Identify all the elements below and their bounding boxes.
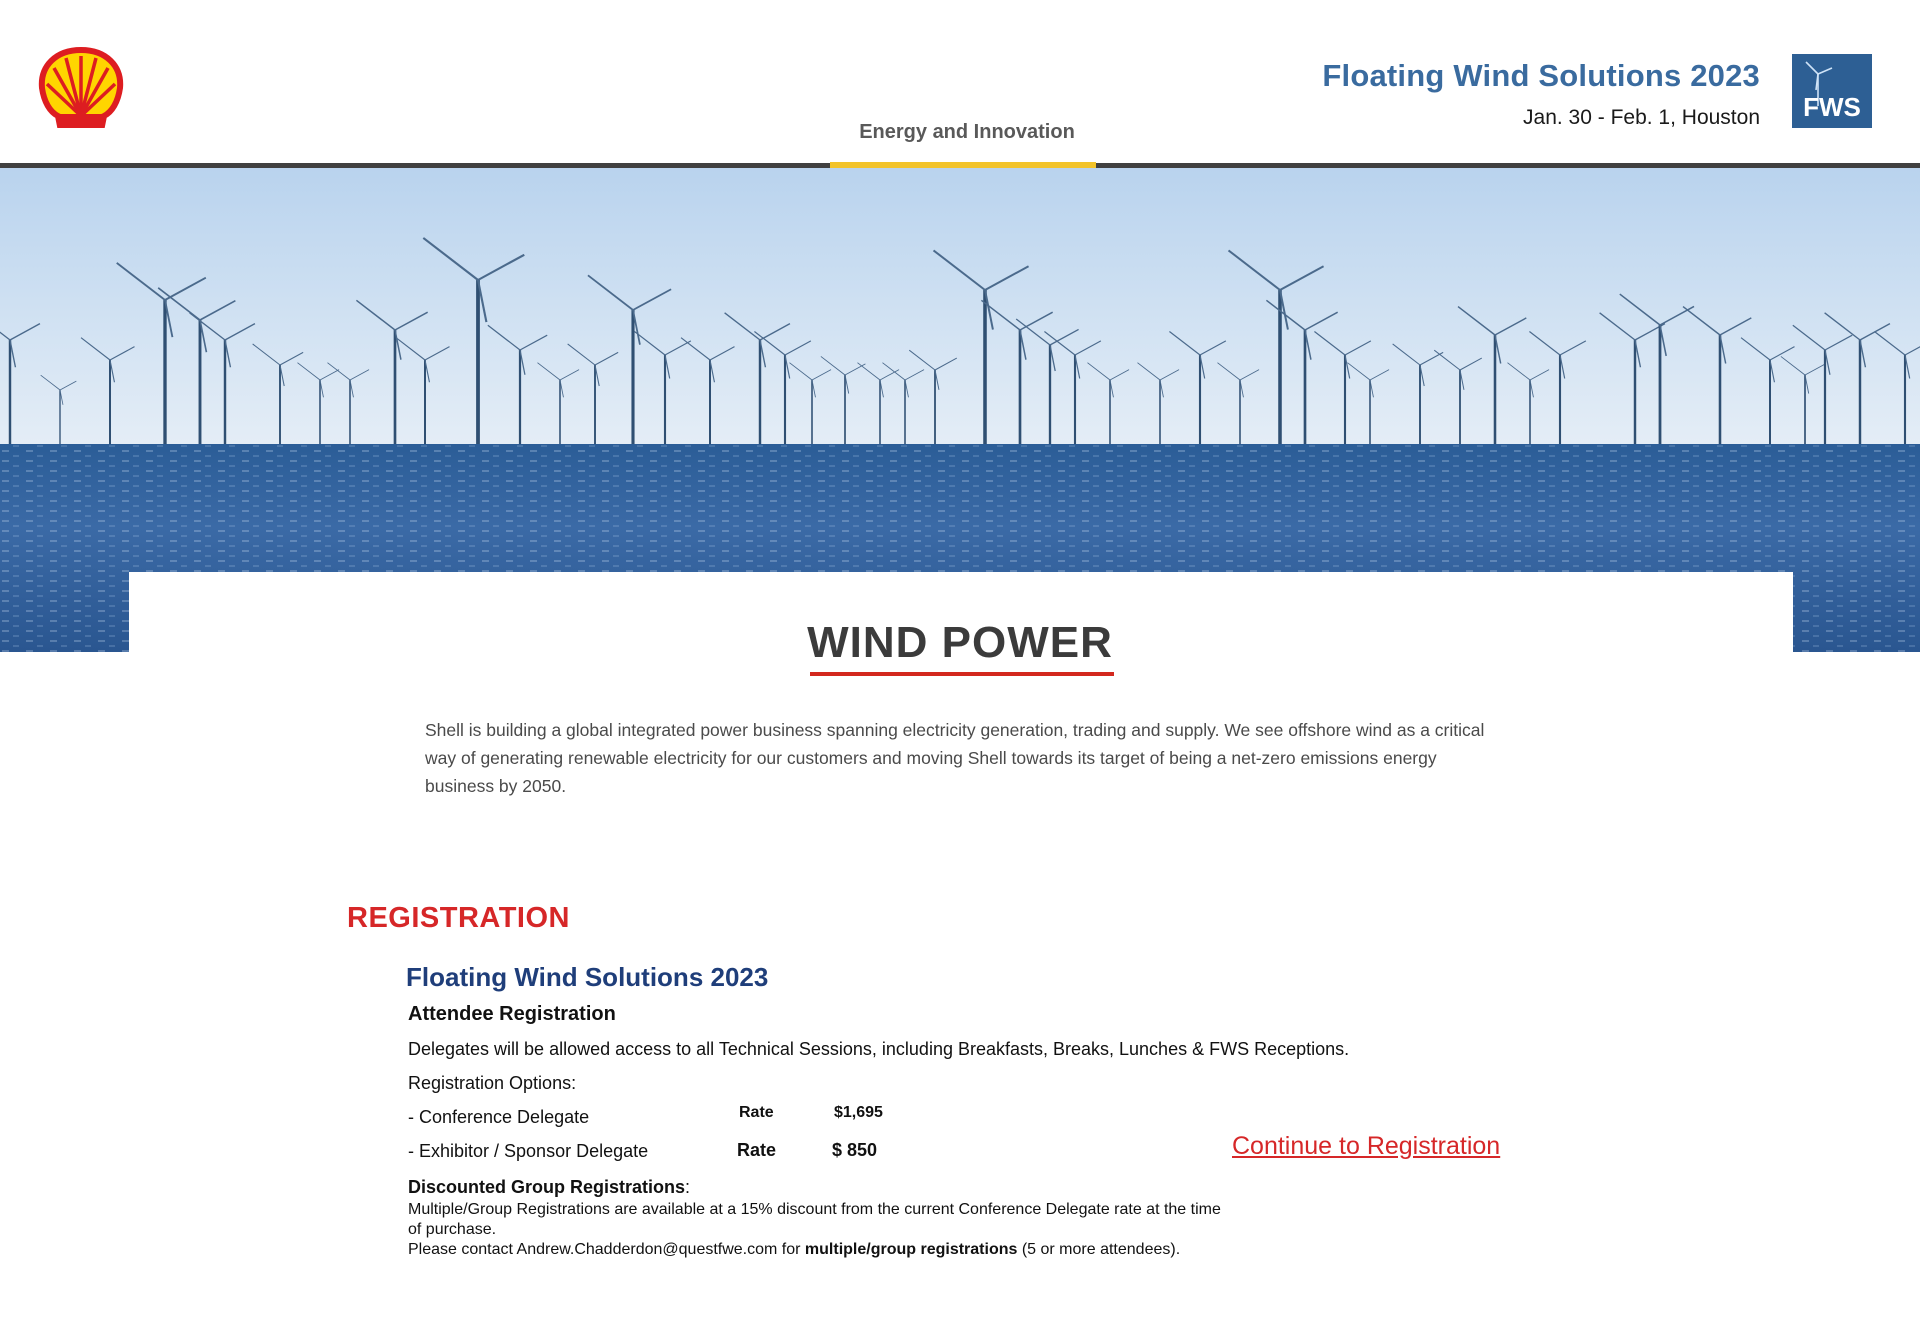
option-price: $ 850 bbox=[832, 1140, 878, 1160]
group-heading-colon: : bbox=[685, 1177, 691, 1197]
registration-description: Delegates will be allowed access to all Technical Sessions, including Breakfasts, Breaks, Lunches & FWS Receptions. bbox=[408, 1039, 1350, 1059]
registration-options-label: Registration Options: bbox=[408, 1073, 577, 1093]
intro-paragraph: Shell is building a global integrated power business spanning electricity generation, trading and supply. We see offshore wind as a critical way of generating renewable electricity for our customers and moving Shell towards its target of being a net-zero emissions energy business by 2050. bbox=[425, 720, 1485, 796]
site-header bbox=[0, 0, 1920, 170]
group-registration-text: Multiple/Group Registrations are available at a 15% discount from the current Conference Delegate rate at the time of purchase. bbox=[408, 1201, 1221, 1238]
event-title: Floating Wind Solutions 2023 bbox=[1322, 58, 1760, 93]
registration-option bbox=[408, 1141, 648, 1162]
section-title-underline bbox=[810, 672, 1114, 676]
registration-option bbox=[408, 1107, 589, 1128]
contact-suffix: (5 or more attendees). bbox=[1017, 1241, 1181, 1258]
fws-logo[interactable] bbox=[1792, 54, 1872, 128]
section-title: WIND POWER bbox=[807, 618, 1113, 667]
contact-bold: multiple/group registrations bbox=[804, 1241, 1018, 1258]
group-contact-line bbox=[408, 1241, 1180, 1259]
continue-to-registration-link[interactable]: Continue to Registration bbox=[1232, 1132, 1501, 1160]
registration-heading: REGISTRATION bbox=[347, 902, 570, 934]
registration-event-name: Floating Wind Solutions 2023 bbox=[406, 962, 769, 992]
option-price: $1,695 bbox=[834, 1104, 883, 1121]
shell-logo[interactable] bbox=[36, 46, 126, 128]
option-label: - Exhibitor / Sponsor Delegate bbox=[408, 1141, 649, 1161]
group-heading-text: Discounted Group Registrations bbox=[408, 1177, 686, 1197]
contact-prefix: Please contact Andrew.Chadderdon@questfwe.com for bbox=[408, 1241, 805, 1258]
fws-logo-text: FWS bbox=[1803, 92, 1861, 122]
group-registration-heading bbox=[408, 1177, 690, 1198]
nav-tab-energy-and-innovation[interactable]: Energy and Innovation bbox=[859, 121, 1075, 143]
registration-subheading: Attendee Registration bbox=[408, 1003, 616, 1025]
option-label: - Conference Delegate bbox=[408, 1107, 590, 1127]
option-rate-label: Rate bbox=[739, 1104, 774, 1121]
event-date: Jan. 30 - Feb. 1, Houston bbox=[1523, 106, 1760, 129]
option-rate-label: Rate bbox=[737, 1140, 777, 1160]
